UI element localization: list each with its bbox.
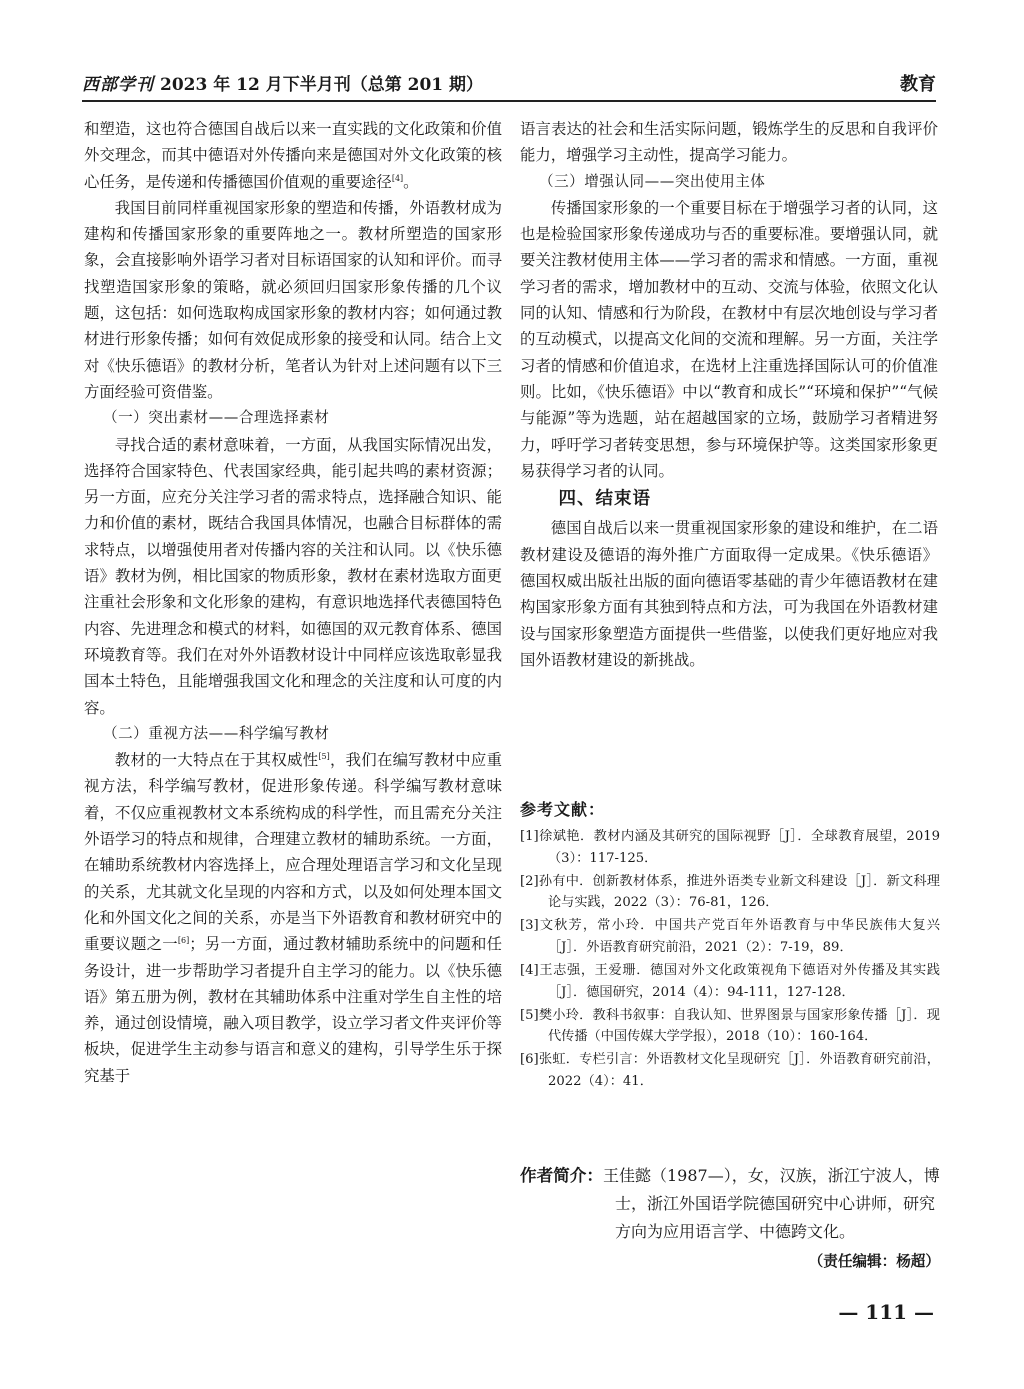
citation: [5] [318,752,330,761]
references-title: 参考文献： [520,800,606,819]
section-label: 教育 [900,74,936,95]
issue-info: 2023 年 12 月下半月刊（总第 201 期） [160,75,484,95]
reference-item: [6]张虹．专栏引言：外语教材文化呈现研究［J］．外语教育研究前沿，2022（4）：41． [520,1052,940,1090]
reference-item: [4]王志强，王爱珊．德国对外文化政策视角下德语对外传播及其实践［J］．德国研究，2014（4）：94-111，127-128． [520,963,940,1000]
paragraph: 语言表达的社会和生活实际问题，锻炼学生的反思和自我评价能力，增强学习主动性，提高学习能力。 [520,120,938,165]
right-column [520,116,938,673]
paragraph: 教材的一大特点在于其权威性[5]，我们在编写教材中应重视方法，科学编写教材，促进形象传递。科学编写教材意味着，不仅应重视教材文本系统构成的科学性，而且需充分关注外语学习的特点和规律，合理建立教材的辅助系统。一方面，在辅助系统教材内容选择上，应合理处理语言学习和文化呈现的关系，尤其就文化呈现的内容和方式，以及如何处理本国文化和外国文化之间的关系，亦是当下外语教育和教材研究中的重要议题之一[6]；另一方面，通过教材辅助系统中的问题和任务设计，进一步帮助学习者提升自主学习的能力。以《快乐德语》第五册为例，教材在其辅助体系中注重对学生自主性的培养，通过创设情境，融入项目教学，设立学习者文件夹评价等板块，促进学生主动参与语言和意义的建构，引导学生乐于探究基于 [84,751,502,1085]
reference-item: [2]孙有中．创新教材体系，推进外语类专业新文科建设［J］．新文科理论与实践，2022（3）：76-81，126． [520,873,940,911]
journal-logo: 西部学刊 [82,75,154,95]
subsection-heading: （三）增强认同——突出使用主体 [538,172,766,190]
header-rule [82,100,936,102]
reference-item: [3]文秋芳，常小玲．中国共产党百年外语教育与中华民族伟大复兴［J］．外语教育研究前沿，2021（2）：7-19，89． [520,918,940,955]
section-heading: 四、结束语 [558,489,651,510]
reference-item: [5]樊小玲．教科书叙事：自我认知、世界图景与国家形象传播［J］．现代传播（中国传媒大学学报），2018（10）：160-164． [520,1007,940,1045]
page-header [82,60,936,104]
left-column [84,116,502,1089]
subsection-heading: （二）重视方法——科学编写教材 [102,724,330,742]
page-number: — 111 — [838,1300,934,1324]
author-bio [520,1162,940,1246]
citation: [4] [391,173,404,183]
paragraph: 德国自战后以来一贯重视国家形象的建设和维护，在二语教材建设及德语的海外推广方面取得一定成果。《快乐德语》德国权威出版社出版的面向德语零基础的青少年德语教材在建构国家形象方面有其独到特点和方法，可为我国在外语教材建设与国家形象塑造方面提供一些借鉴，以使我们更好地应对我国外语教材建设的新挑战。 [520,519,938,669]
author-text: 王佳懿（1987—），女，汉族，浙江宁波人，博士，浙江外国语学院德国研究中心讲师，研究方向为应用语言学、中德跨文化。 [602,1166,940,1241]
citation: [6] [177,936,190,946]
reference-item: [1]徐斌艳．教材内涵及其研究的国际视野［J］．全球教育展望，2019（3）：117-125． [520,829,940,866]
editor-note: （责任编辑：杨超） [808,1253,940,1270]
author-label: 作者简介： [520,1166,603,1185]
paragraph: 和塑造，这也符合德国自战后以来一直实践的文化政策和价值外交理念，而其中德语对外传播向来是德国对外文化政策的核心任务，是传递和传播德国价值观的重要途径[4]。 [84,120,502,191]
paragraph: 我国目前同样重视国家形象的塑造和传播，外语教材成为建构和传播国家形象的重要阵地之一。教材所塑造的国家形象，会直接影响外语学习者对目标语国家的认知和评价。而寻找塑造国家形象的策略，就必须回归国家形象传播的几个议题，这包括：如何选取构成国家形象的教材内容；如何通过教材进行形象传播；如何有效促成形象的接受和认同。结合上文对《快乐德语》的教材分析，笔者认为针对上述问题有以下三方面经验可资借鉴。 [84,198,502,401]
paragraph: 传播国家形象的一个重要目标在于增强学习者的认同，这也是检验国家形象传递成功与否的重要标准。要增强认同，就要关注教材使用主体——学习者的需求和情感。一方面，重视学习者的需求，增加教材中的互动、交流与体验，依照文化认同的认知、情感和行为阶段，在教材中有层次地创设与学习者的互动模式，以提高文化间的交流和理解。另一方面，关注学习者的情感和价值追求，在选材上注重选择国际认可的价值准则。比如，《快乐德语》中以“教育和成长”“环境和保护”“气候与能源”等为选题，站在超越国家的立场，鼓励学习者精进努力，呼吁学习者转变思想，参与环境保护等。这类国家形象更易获得学习者的认同。 [520,198,938,480]
paragraph: 寻找合适的素材意味着，一方面，从我国实际情况出发，选择符合国家特色、代表国家经典，能引起共鸣的素材资源；另一方面，应充分关注学习者的需求特点，选择融合知识、能力和价值的素材，既结合我国具体情况，也融合目标群体的需求特点，以增强使用者对传播内容的关注和认同。以《快乐德语》教材为例，相比国家的物质形象，教材在素材选取方面更注重社会形象和文化形象的建构，有意识地选择代表德国特色内容、先进理念和模式的材料，如德国的双元教育体系、德国环境教育等。我们在对外外语教材设计中同样应该选取彰显我国本土特色，且能增强我国文化和理念的关注度和认可度的内容。 [84,435,502,717]
subsection-heading: （一）突出素材——合理选择素材 [102,409,330,427]
references-list [520,826,940,1094]
